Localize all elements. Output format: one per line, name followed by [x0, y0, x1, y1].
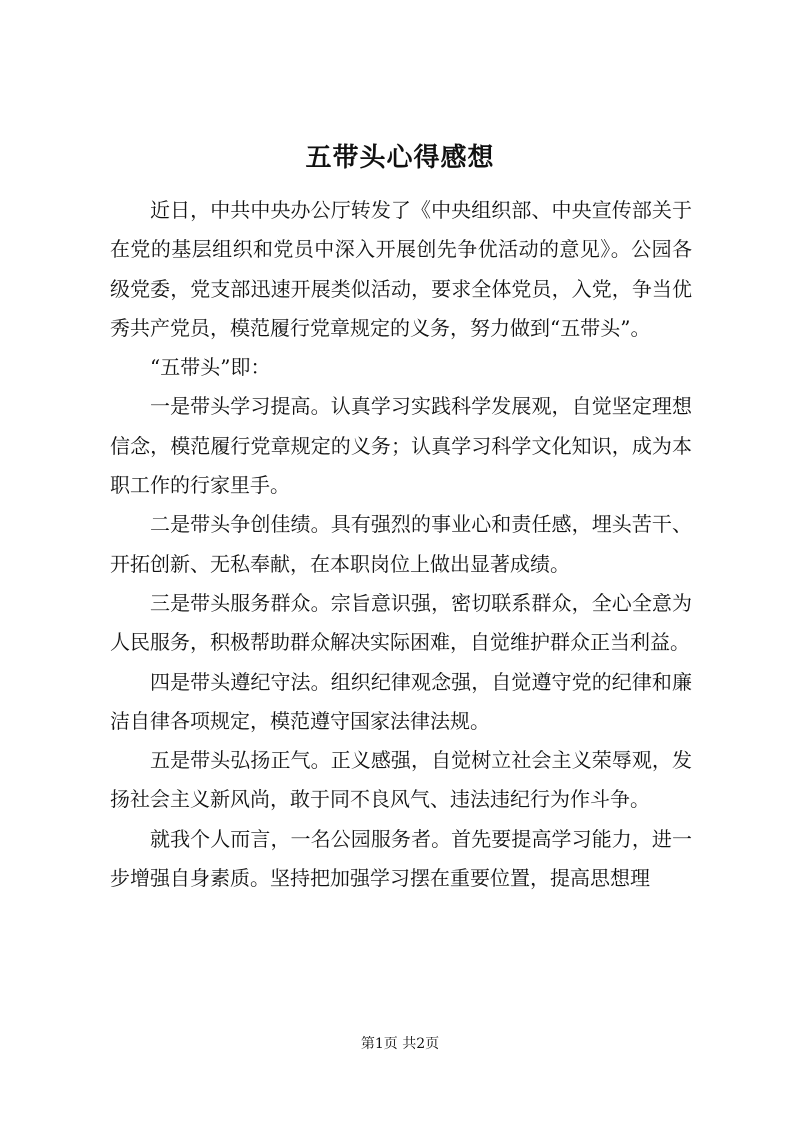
paragraph: 五是带头弘扬正气。正义感强，自觉树立社会主义荣辱观，发扬社会主义新风尚，敢于同不良风气、违法违纪行为作斗争。 — [110, 748, 692, 812]
paragraph: 四是带头遵纪守法。组织纪律观念强，自觉遵守党的纪律和廉洁自律各项规定，模范遵守国家法律法规。 — [110, 669, 692, 733]
paragraph: 就我个人而言，一名公园服务者。首先要提高学习能力，进一步增强自身素质。坚持把加强学习摆在重要位置，提高思想理 — [110, 826, 692, 891]
page-footer: 第1页 共2页 — [360, 1036, 440, 1052]
paragraph: 二是带头争创佳绩。具有强烈的事业心和责任感，埋头苦干、开拓创新、无私奉献，在本职岗位上做出显著成绩。 — [110, 512, 692, 576]
document-body — [110, 191, 692, 898]
paragraph: “五带头”即： — [150, 355, 271, 380]
paragraph: 一是带头学习提高。认真学习实践科学发展观，自觉坚定理想信念，模范履行党章规定的义务；认真学习科学文化知识，成为本职工作的行家里手。 — [110, 394, 692, 498]
document-title: 五带头心得感想 — [305, 143, 495, 173]
paragraph: 三是带头服务群众。宗旨意识强，密切联系群众，全心全意为人民服务，积极帮助群众解决实际困难，自觉维护群众正当利益。 — [110, 590, 692, 655]
paragraph: 近日，中共中央办公厅转发了《中央组织部、中央宣传部关于在党的基层组织和党员中深入开展创先争优活动的意见》。公园各级党委，党支部迅速开展类似活动，要求全体党员，入党，争当优秀共产党员，模范履行党章规定的义务，努力做到“五带头”。 — [110, 198, 692, 340]
